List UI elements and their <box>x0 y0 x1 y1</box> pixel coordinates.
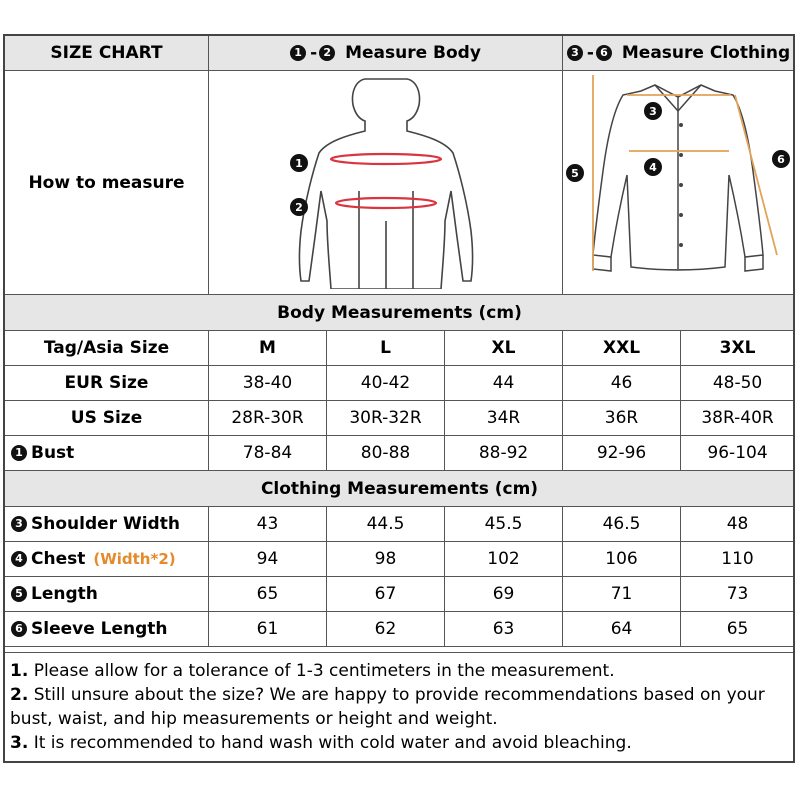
table-cell: L <box>327 331 445 366</box>
table-cell: 36R <box>563 401 681 436</box>
note-text: Still unsure about the size? We are happy to provide recommendations based on your bust, waist, and hip measurements or height and weight. <box>10 685 765 729</box>
table-cell: 80-88 <box>327 436 445 471</box>
num-badge: 6 <box>11 621 27 637</box>
num-badge: 6 <box>596 45 612 61</box>
table-cell: 38-40 <box>209 366 327 401</box>
note-number: 3. <box>10 733 29 753</box>
table-cell: 61 <box>209 612 327 647</box>
note-number: 2. <box>10 685 29 705</box>
note-number: 1. <box>10 661 29 681</box>
row-label-text: Shoulder Width <box>31 514 180 534</box>
table-cell: 73 <box>681 577 795 612</box>
table-cell: 96-104 <box>681 436 795 471</box>
row-label-text: Length <box>31 584 98 604</box>
num-badge: 4 <box>11 551 27 567</box>
table-cell: 98 <box>327 542 445 577</box>
table-cell: 88-92 <box>445 436 563 471</box>
table-cell: 106 <box>563 542 681 577</box>
table-cell: XXL <box>563 331 681 366</box>
num-badge: 1 <box>290 45 306 61</box>
measure-clothing-header: 3 - 6 Measure Clothing <box>563 36 795 71</box>
row-label-text: Sleeve Length <box>31 619 168 639</box>
measure-clothing-label: Measure Clothing <box>621 43 791 63</box>
measure-body-label: Measure Body <box>345 43 481 63</box>
table-cell: 62 <box>327 612 445 647</box>
table-cell: 43 <box>209 507 327 542</box>
table-cell: 65 <box>681 612 795 647</box>
table-cell: 45.5 <box>445 507 563 542</box>
chart-frame <box>3 34 795 763</box>
num-badge: 1 <box>11 445 27 461</box>
table-cell: 64 <box>563 612 681 647</box>
note-text: It is recommended to hand wash with cold water and avoid bleaching. <box>33 733 632 753</box>
clothing-section-title: Clothing Measurements (cm) <box>5 471 795 507</box>
num-badge: 5 <box>11 586 27 602</box>
table-cell: 40-42 <box>327 366 445 401</box>
table-cell: 94 <box>209 542 327 577</box>
table-cell: 110 <box>681 542 795 577</box>
table-cell: 69 <box>445 577 563 612</box>
body-marker-1: 1 <box>295 157 303 170</box>
num-badge: 3 <box>11 516 27 532</box>
table-cell: 71 <box>563 577 681 612</box>
num-badge: 2 <box>319 45 335 61</box>
how-to-measure-label: How to measure <box>5 71 209 295</box>
row-label-text: US Size <box>70 408 143 428</box>
body-marker-2: 2 <box>295 201 303 214</box>
row-label-text: EUR Size <box>64 373 149 393</box>
shirt-marker-4: 4 <box>649 161 657 174</box>
table-cell: XL <box>445 331 563 366</box>
table-cell: 48 <box>681 507 795 542</box>
size-chart-title: SIZE CHART <box>5 36 209 71</box>
table-cell: 46 <box>563 366 681 401</box>
table-cell: 67 <box>327 577 445 612</box>
table-cell: 63 <box>445 612 563 647</box>
note-text: Please allow for a tolerance of 1-3 centimeters in the measurement. <box>33 661 615 681</box>
table-cell: 46.5 <box>563 507 681 542</box>
shirt-marker-6: 6 <box>777 153 785 166</box>
table-cell: 28R-30R <box>209 401 327 436</box>
row-label-text: Chest <box>31 549 86 569</box>
table-cell: 44 <box>445 366 563 401</box>
table-cell: 78-84 <box>209 436 327 471</box>
table-cell: 34R <box>445 401 563 436</box>
shirt-marker-5: 5 <box>571 167 579 180</box>
table-cell: 92-96 <box>563 436 681 471</box>
table-cell: M <box>209 331 327 366</box>
row-label-text: Tag/Asia Size <box>43 338 170 358</box>
table-cell: 65 <box>209 577 327 612</box>
measure-body-header: 1 - 2 Measure Body <box>209 36 563 71</box>
table-cell: 44.5 <box>327 507 445 542</box>
table-cell: 38R-40R <box>681 401 795 436</box>
table-cell: 3XL <box>681 331 795 366</box>
row-label-text: Bust <box>31 443 75 463</box>
shirt-marker-3: 3 <box>649 105 657 118</box>
num-badge: 3 <box>567 45 583 61</box>
table-cell: 102 <box>445 542 563 577</box>
width-note: (Width*2) <box>93 550 176 568</box>
body-section-title: Body Measurements (cm) <box>5 295 795 331</box>
table-cell: 30R-32R <box>327 401 445 436</box>
table-cell: 48-50 <box>681 366 795 401</box>
